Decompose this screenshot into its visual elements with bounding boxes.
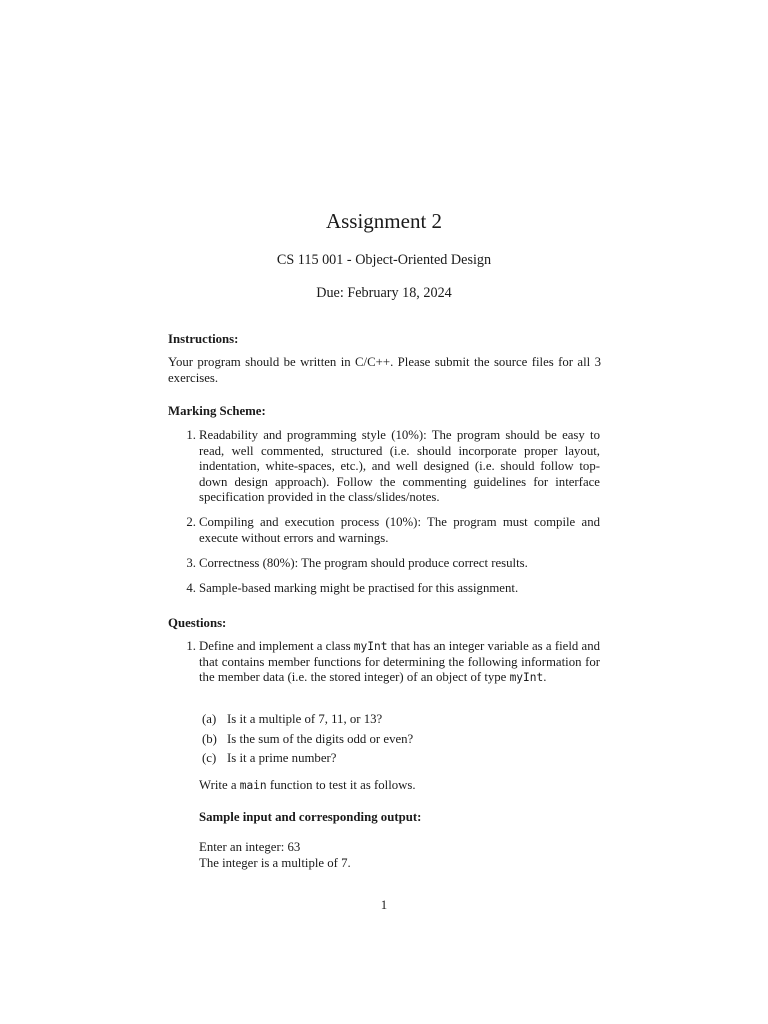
marking-item-text: Sample-based marking might be practised for this assignment. — [199, 581, 519, 595]
questions-heading: Questions: — [168, 616, 227, 630]
marking-item-text: Readability and programming style (10%): The program should be easy to read, well commented, structured (i.e. should incorporate proper layout, indentation, white-spaces, etc.), and well designed (i.e. should follow top-down design approach). Follow the commenting guidelines for interface specification provided in the class/slides/notes. — [199, 428, 600, 505]
page-number: 1 — [380, 898, 388, 912]
sub-question-label: (c) — [202, 751, 217, 765]
type-name-code: myInt — [509, 671, 544, 685]
instruction-text-part: function to test it as follows. — [266, 778, 416, 792]
question-text — [199, 639, 600, 686]
sample-io-line: The integer is a multiple of 7. — [199, 856, 351, 870]
marking-item-number: 3. — [186, 556, 196, 570]
instructions-heading: Instructions: — [168, 332, 239, 346]
question-text-part: that has an integer variable as a field and that contains member functions for determining the following information for the member data (i.e. the stored integer) of an object of type — [199, 639, 600, 685]
course-name: CS 115 001 - Object-Oriented Design — [276, 252, 492, 268]
sample-io-heading: Sample input and corresponding output: — [199, 810, 422, 824]
main-function-code: main — [239, 779, 267, 792]
document-title: Assignment 2 — [325, 209, 443, 233]
sub-question-label: (a) — [202, 712, 217, 726]
main-function-instruction — [199, 778, 599, 794]
marking-item-text: Correctness (80%): The program should produce correct results. — [199, 556, 528, 570]
due-date: Due: February 18, 2024 — [316, 285, 452, 301]
class-name-code: myInt — [353, 640, 388, 653]
marking-scheme-heading: Marking Scheme: — [168, 404, 266, 418]
question-text-part: . — [543, 670, 547, 685]
sub-question-text: Is it a prime number? — [227, 751, 337, 765]
sample-io-line: Enter an integer: 63 — [199, 840, 301, 854]
marking-item-number: 2. — [186, 515, 196, 529]
marking-item-number: 4. — [186, 581, 196, 595]
sub-question-text: Is the sum of the digits odd or even? — [227, 732, 414, 746]
instruction-text-part: Write a — [199, 778, 240, 792]
marking-item-text: Compiling and execution process (10%): The program must compile and execute without errors and warnings. — [199, 515, 600, 545]
question-text-part: Define and implement a class — [199, 639, 354, 653]
sub-question-label: (b) — [202, 732, 217, 746]
sub-question-text: Is it a multiple of 7, 11, or 13? — [227, 712, 383, 726]
marking-item-number: 1. — [186, 428, 196, 442]
instructions-text: Your program should be written in C/C++. Please submit the source files for all 3 exercises. — [168, 355, 601, 385]
question-number: 1. — [186, 639, 196, 653]
